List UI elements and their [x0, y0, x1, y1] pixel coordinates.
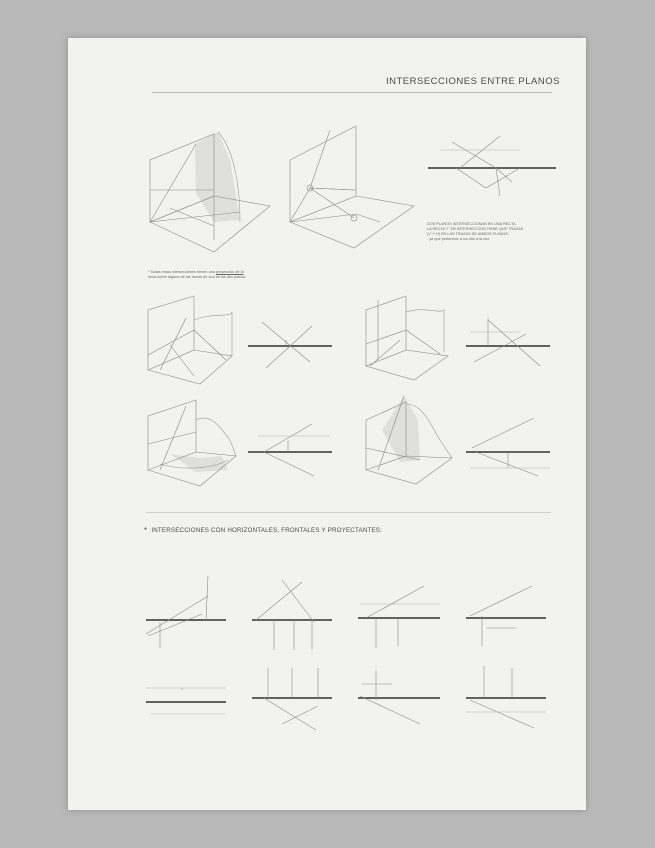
note-line: recta sobre alguna de las trazas de uno de los dos planos. — [148, 275, 247, 279]
iso-figure-6 — [366, 396, 452, 484]
section-bullet: * — [144, 526, 148, 535]
section-title: INTERSECCIONES CON HORIZONTALES, FRONTALES Y PROYECTANTES: — [151, 527, 383, 534]
note-text: * Todas estas intersecciones tienen una — [148, 270, 215, 274]
dihedral-figure-4 — [248, 424, 332, 476]
projection-figure-4 — [466, 586, 546, 646]
projection-figure-3 — [358, 586, 440, 648]
iso-figure-2 — [290, 126, 414, 248]
projection-figure-5 — [146, 688, 226, 714]
projection-figure-8 — [466, 666, 546, 728]
iso-figure-3 — [148, 296, 232, 384]
iso-figure-4 — [366, 296, 448, 380]
note-line: DOS PLANOS INTERSECCIONAN EN UNA RECTA. — [427, 222, 517, 226]
dihedral-figure-1 — [428, 136, 556, 196]
note-line: (V' Y H) EN LAS TRAZAS DE AMBOS PLANOS — [427, 232, 508, 236]
dihedral-figure-3 — [466, 318, 550, 366]
projection-figure-6 — [252, 668, 332, 730]
dihedral-figure-2 — [248, 322, 332, 368]
note-line: - ya que pertenece a los dos a la vez. — [427, 237, 491, 241]
iso-figure-1 — [150, 132, 270, 252]
page-title: INTERSECCIONES ENTRE PLANOS — [386, 76, 560, 87]
note-line: LA RECTA "I" DE INTERSECCION TIENE QUE TRAZAS — [427, 227, 524, 231]
projection-figure-1 — [146, 576, 226, 648]
projection-figure-2 — [252, 580, 332, 650]
projection-figure-7 — [358, 670, 440, 724]
note-underlined-text: proyección de la — [215, 270, 244, 274]
iso-figure-5 — [148, 400, 236, 486]
dihedral-figure-5 — [466, 418, 550, 476]
